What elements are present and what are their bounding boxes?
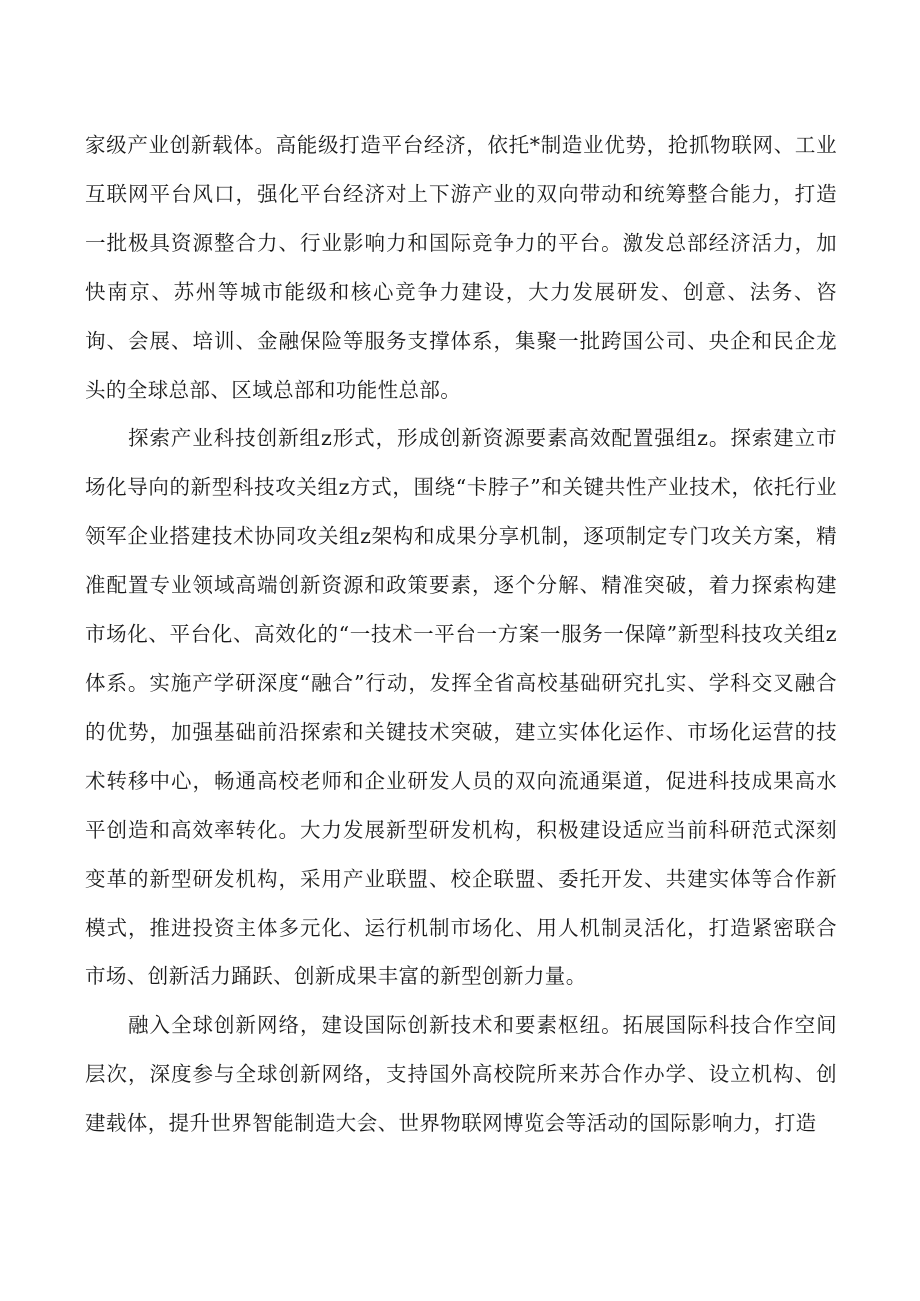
paragraph-tech-organization: 探索产业科技创新组z形式，形成创新资源要素高效配置强组z。探索建立市场化导向的新型科技攻关组z方式，围绕“卡脖子”和关键共性产业技术，依托行业领军企业搭建技术协同攻关组z架构和成果分享机制，逐项制定专门攻关方案，精准配置专业领域高端创新资源和政策要素，逐个分解、精准突破，着力探索构建市场化、平台化、高效化的“一技术一平台一方案一服务一保障”新型科技攻关组z体系。实施产学研深度“融合”行动，发挥全省高校基础研究扎实、学科交叉融合的优势，加强基础前沿探索和关键技术突破，建立实体化运作、市场化运营的技术转移中心，畅通高校老师和企业研发人员的双向流通渠道，促进科技成果高水平创造和高效率转化。大力发展新型研发机构，积极建设适应当前科研范式深刻变革的新型研发机构，采用产业联盟、校企联盟、委托开发、共建实体等合作新模式，推进投资主体多元化、运行机制市场化、用人机制灵活化，打造紧密联合市场、创新活力踊跃、创新成果丰富的新型创新力量。	[85, 426, 837, 989]
paragraph-global-network: 融入全球创新网络，建设国际创新技术和要素枢纽。拓展国际科技合作空间层次，深度参与全球创新网络，支持国外高校院所来苏合作办学、设立机构、创建载体，提升世界智能制造大会、世界物联网博览会等活动的国际影响力，打造	[85, 1013, 837, 1136]
paragraph-continuation: 家级产业创新载体。高能级打造平台经济，依托*制造业优势，抢抓物联网、工业互联网平台风口，强化平台经济对上下游产业的双向带动和统筹整合能力，打造一批极具资源整合力、行业影响力和国际竞争力的平台。激发总部经济活力，加快南京、苏州等城市能级和核心竞争力建设，大力发展研发、创意、法务、咨询、会展、培训、金融保险等服务支撑体系，集聚一批跨国公司、央企和民企龙头的全球总部、区域总部和功能性总部。	[85, 133, 837, 402]
document-body	[85, 121, 837, 1148]
